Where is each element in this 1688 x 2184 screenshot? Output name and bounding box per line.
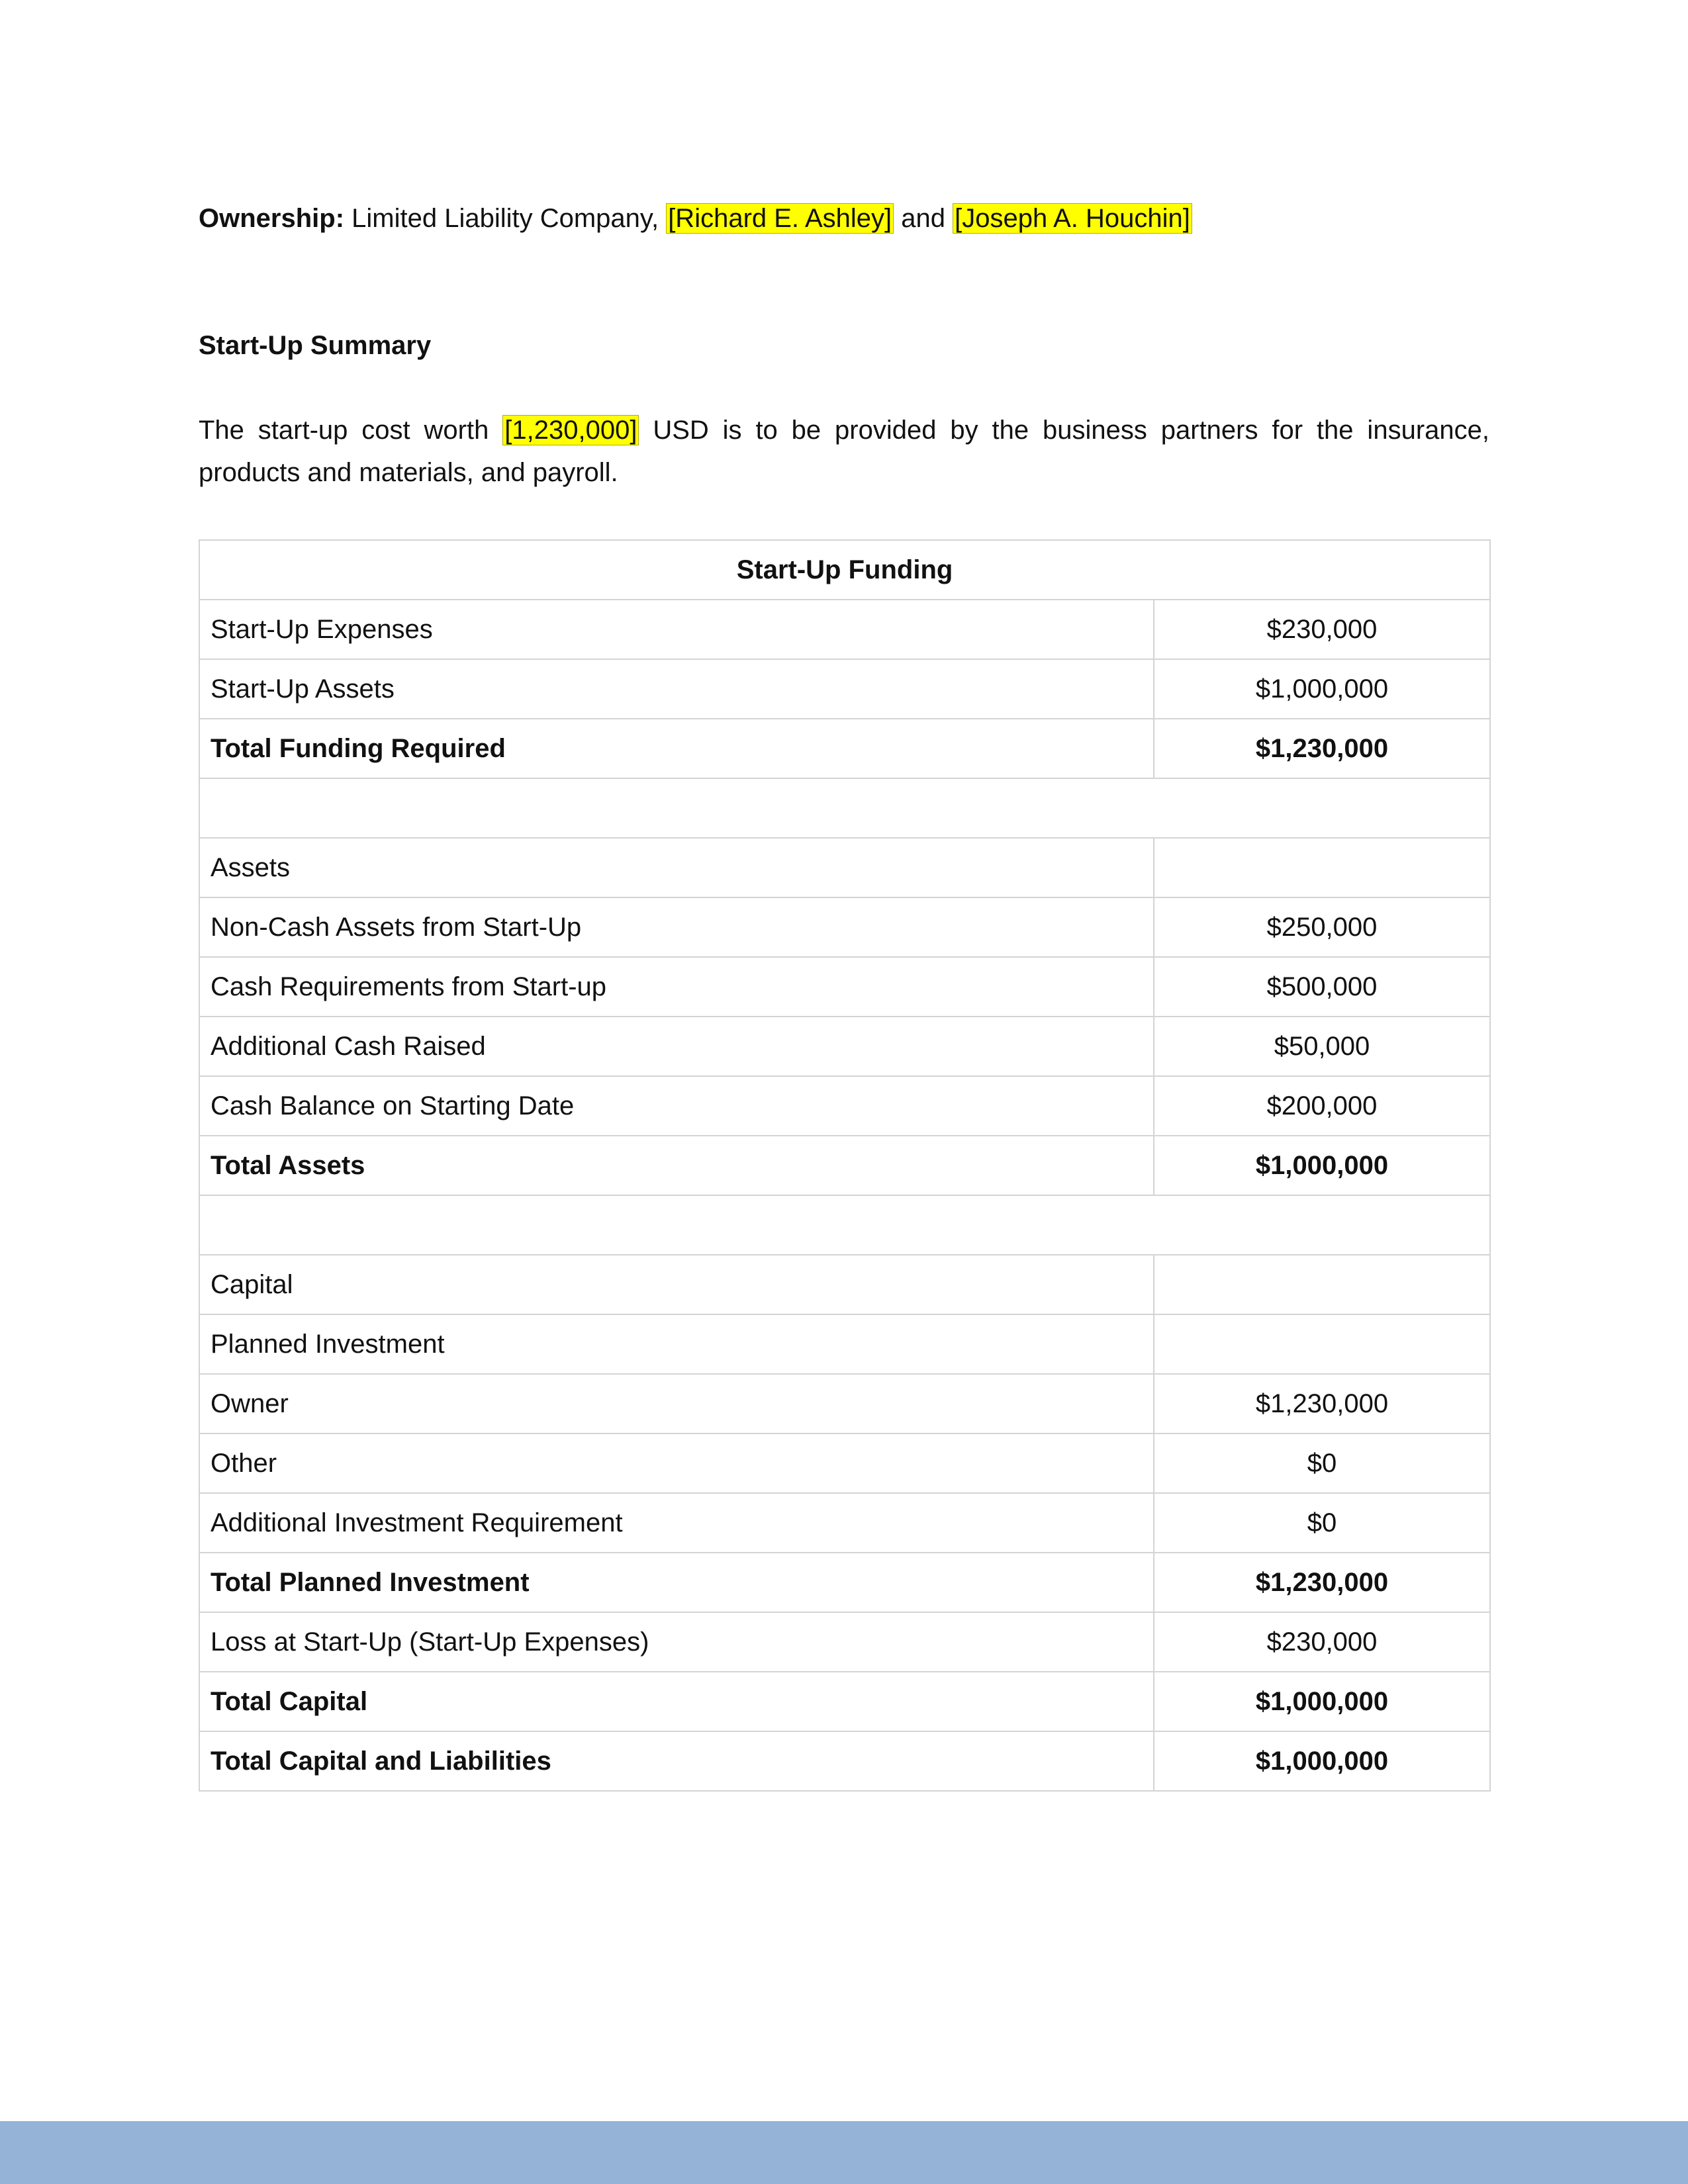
row-value: $250,000 (1154, 897, 1490, 957)
footer-bar (0, 2121, 1688, 2184)
startup-funding-table (199, 539, 1491, 1792)
row-value: $50,000 (1154, 1017, 1490, 1076)
row-value (1154, 1255, 1490, 1314)
row-label: Additional Investment Requirement (199, 1493, 1154, 1553)
startup-summary-heading: Start-Up Summary (199, 331, 432, 360)
table-spacer-row (199, 1195, 1490, 1255)
row-value: $1,000,000 (1154, 1672, 1490, 1731)
table-body (199, 600, 1490, 1791)
table-row (199, 719, 1490, 778)
ownership-text: Limited Liability Company, (352, 204, 659, 233)
row-label: Additional Cash Raised (199, 1017, 1154, 1076)
table-row (199, 897, 1490, 957)
table-header: Start-Up Funding (199, 540, 1490, 600)
row-label: Cash Balance on Starting Date (199, 1076, 1154, 1136)
partner-2-name: [Joseph A. Houchin] (953, 203, 1192, 234)
table-header-row (199, 540, 1490, 600)
row-value: $1,000,000 (1154, 1731, 1490, 1791)
row-label: Cash Requirements from Start-up (199, 957, 1154, 1017)
row-value: $230,000 (1154, 1612, 1490, 1672)
row-label: Assets (199, 838, 1154, 897)
row-label: Total Assets (199, 1136, 1154, 1195)
table-row (199, 1136, 1490, 1195)
row-value (1154, 1314, 1490, 1374)
summary-text-after: USD is to be provided by the business partners for the insurance, products and materials, and payroll. (199, 416, 1489, 487)
table-row (199, 1314, 1490, 1374)
table-row (199, 1374, 1490, 1433)
table-row (199, 1017, 1490, 1076)
table-row (199, 1433, 1490, 1493)
row-value: $500,000 (1154, 957, 1490, 1017)
row-label: Total Capital and Liabilities (199, 1731, 1154, 1791)
row-label: Planned Investment (199, 1314, 1154, 1374)
row-label: Total Planned Investment (199, 1553, 1154, 1612)
row-label: Other (199, 1433, 1154, 1493)
startup-summary-paragraph (199, 409, 1489, 494)
ownership-conjunction: and (901, 204, 945, 233)
row-value: $1,230,000 (1154, 1374, 1490, 1433)
summary-text-before: The start-up cost worth (199, 416, 489, 445)
spacer-cell (199, 778, 1490, 838)
table-row (199, 838, 1490, 897)
ownership-line (199, 200, 1192, 237)
row-value: $200,000 (1154, 1076, 1490, 1136)
row-value (1154, 838, 1490, 897)
row-label: Loss at Start-Up (Start-Up Expenses) (199, 1612, 1154, 1672)
table-row (199, 600, 1490, 659)
table-row (199, 957, 1490, 1017)
row-label: Owner (199, 1374, 1154, 1433)
row-value: $1,000,000 (1154, 659, 1490, 719)
table-row (199, 1493, 1490, 1553)
row-label: Start-Up Expenses (199, 600, 1154, 659)
partner-1-name: [Richard E. Ashley] (666, 203, 894, 234)
startup-amount: [1,230,000] (502, 415, 639, 445)
table-row (199, 659, 1490, 719)
row-label: Non-Cash Assets from Start-Up (199, 897, 1154, 957)
table-row (199, 1612, 1490, 1672)
row-value: $1,230,000 (1154, 719, 1490, 778)
row-label: Total Funding Required (199, 719, 1154, 778)
table-row (199, 1076, 1490, 1136)
row-value: $230,000 (1154, 600, 1490, 659)
table-spacer-row (199, 778, 1490, 838)
table-row (199, 1553, 1490, 1612)
row-label: Start-Up Assets (199, 659, 1154, 719)
row-label: Total Capital (199, 1672, 1154, 1731)
table-row (199, 1672, 1490, 1731)
ownership-label: Ownership: (199, 204, 345, 233)
row-value: $1,230,000 (1154, 1553, 1490, 1612)
row-value: $0 (1154, 1433, 1490, 1493)
spacer-cell (199, 1195, 1490, 1255)
row-label: Capital (199, 1255, 1154, 1314)
table-row (199, 1731, 1490, 1791)
table-row (199, 1255, 1490, 1314)
row-value: $0 (1154, 1493, 1490, 1553)
row-value: $1,000,000 (1154, 1136, 1490, 1195)
